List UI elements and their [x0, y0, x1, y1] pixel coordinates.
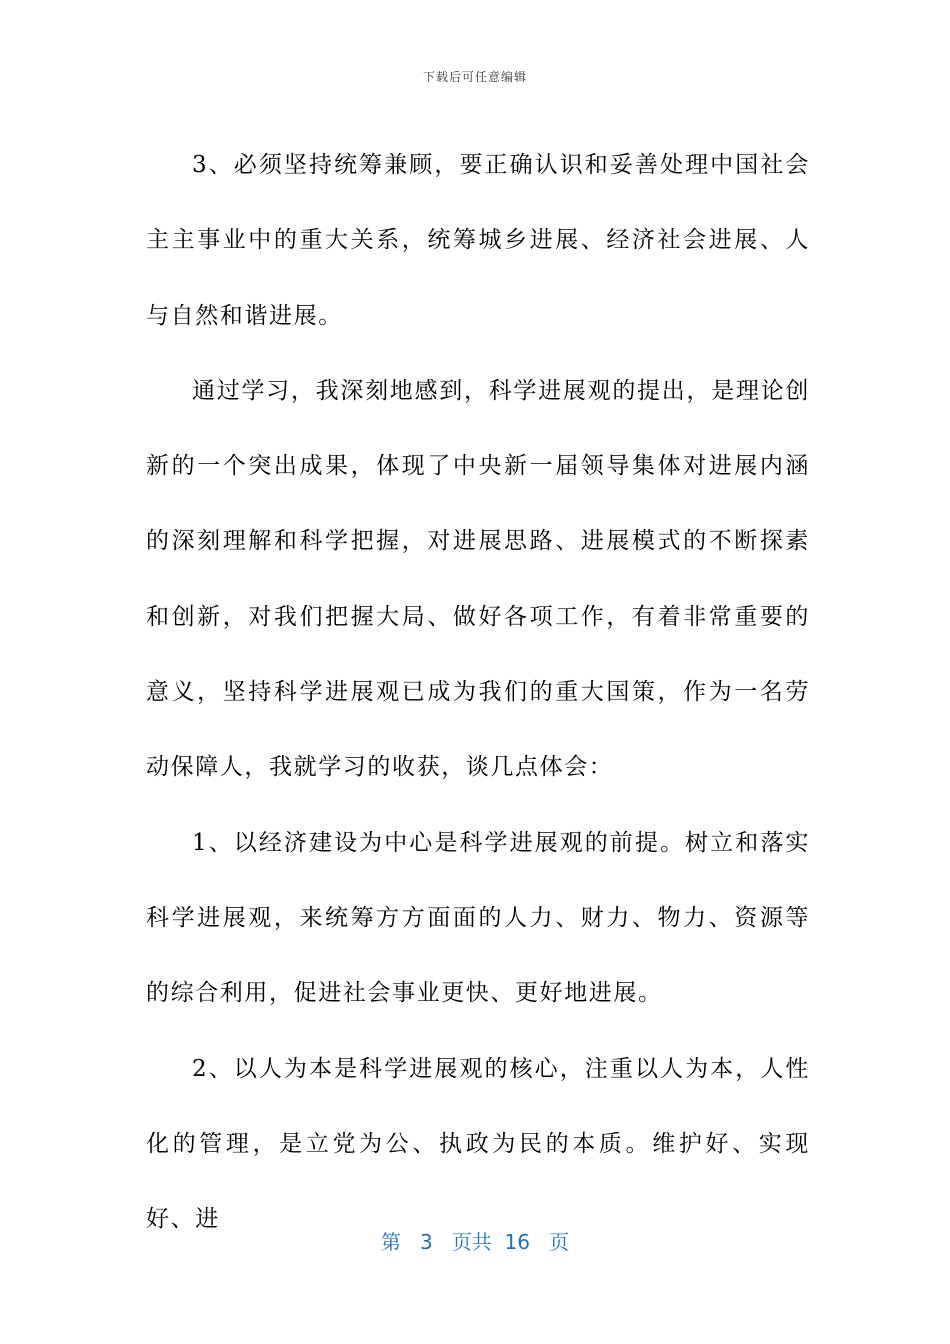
footer-middle: 页共 — [451, 1230, 492, 1254]
footer-total-pages: 16 — [504, 1230, 530, 1254]
paragraph: 通过学习，我深刻地感到，科学进展观的提出，是理论创新的一个突出成果，体现了中央新一届领导集体对进展内涵的深刻理解和科学把握，对进展思路、进展模式的不断探素和创新，对我们把握大局、做好各项工作，有着非常重要的意义，坚持科学进展观已成为我们的重大国策，作为一名劳动保障人，我就学习的收获，谈几点体会： — [146, 377, 810, 781]
footer-suffix: 页 — [549, 1230, 570, 1254]
paragraph: 2、以人为本是科学进展观的核心，注重以人为本，人性化的管理，是立党为公、执政为民的本质。维护好、实现好、进 — [146, 1055, 810, 1233]
paragraph: 1、以经济建设为中心是科学进展观的前提。树立和落实科学进展观，来统筹方方面面的人力、财力、物力、资源等的综合利用，促进社会事业更快、更好地进展。 — [146, 829, 810, 1007]
document-body — [146, 128, 810, 1257]
page-footer — [0, 1226, 950, 1255]
paragraph: 3、必须坚持统筹兼顾，要正确认识和妥善处理中国社会主主事业中的重大关系，统筹城乡进展、经济社会进展、人与自然和谐进展。 — [146, 152, 810, 329]
footer-current-page: 3 — [420, 1230, 433, 1254]
page-header: 下载后可任意编辑 — [422, 70, 527, 84]
footer-prefix: 第 — [380, 1230, 401, 1254]
